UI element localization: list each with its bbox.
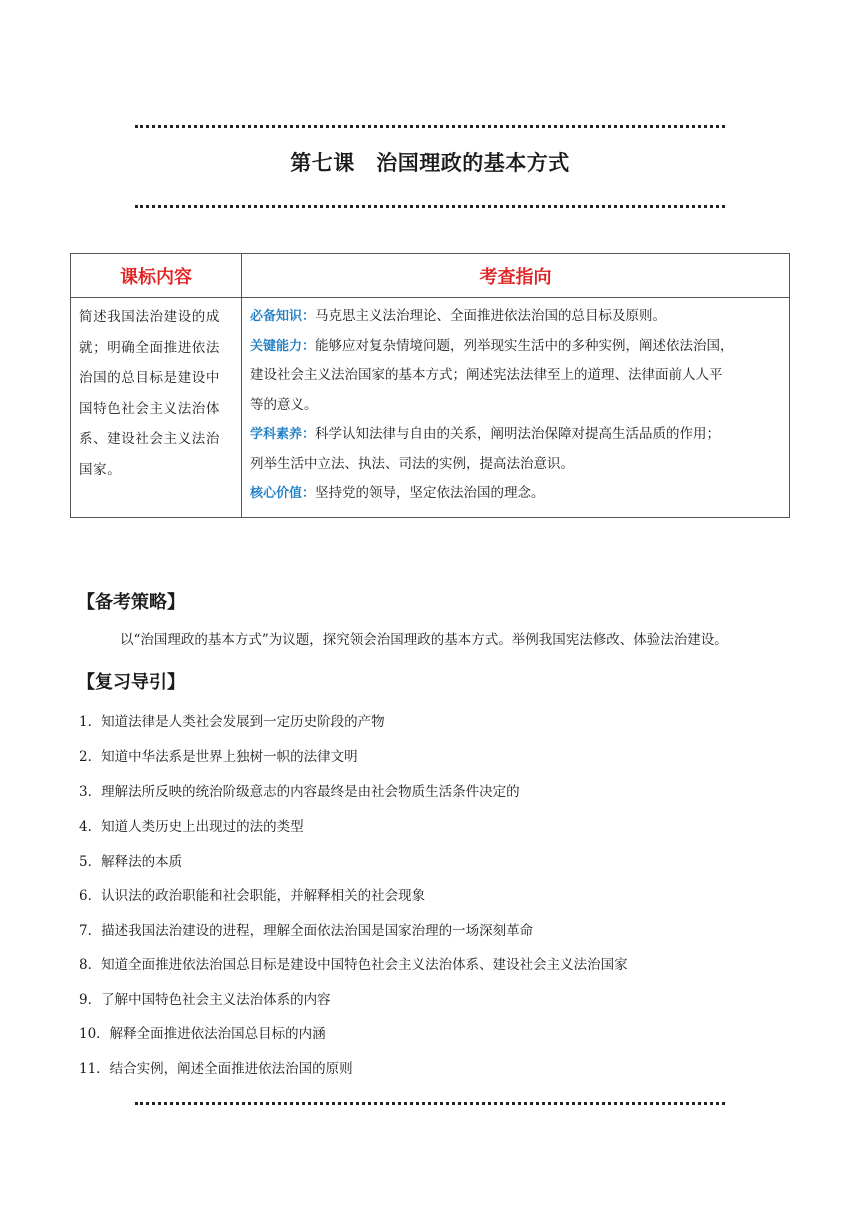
curriculum-line: 就；明确全面推进依法	[79, 339, 220, 356]
curriculum-line: 治国的总目标是建设中	[79, 370, 220, 386]
direction-line: 等的意义。	[250, 396, 318, 413]
core-value-block	[250, 479, 783, 509]
guide-item: 4．知道人类历史上出现过的法的类型	[79, 819, 304, 835]
curriculum-content-header: 课标内容	[71, 254, 242, 298]
essential-knowledge-block	[250, 302, 783, 332]
subject-literacy-label: 学科素养：	[250, 427, 316, 442]
guide-item: 9．了解中国特色社会主义法治体系的内容	[79, 992, 331, 1008]
title-dotted-rule	[135, 205, 725, 208]
guide-item: 6．认识法的政治职能和社会职能，并解释相关的社会现象	[79, 888, 426, 904]
guide-item: 11．结合实例，阐述全面推进依法治国的原则	[79, 1061, 353, 1077]
guide-item: 8．知道全面推进依法治国总目标是建设中国特色社会主义法治体系、建设社会主义法治国家	[79, 957, 628, 973]
direction-line: 坚持党的领导，坚定依法治国的理念。	[315, 485, 545, 501]
key-ability-label: 关键能力：	[250, 338, 316, 354]
exam-direction-cell	[242, 298, 790, 518]
exam-direction-header: 考查指向	[242, 254, 790, 298]
direction-line: 建设社会主义法治国家的基本方式；阐述宪法法律至上的道理、法律面前人人平	[250, 367, 723, 383]
direction-line: 马克思主义法治理论、全面推进依法治国的总目标及原则。	[315, 308, 667, 324]
subject-literacy-block	[250, 420, 783, 479]
table-body-row	[71, 298, 790, 518]
bottom-dotted-rule	[135, 1102, 725, 1105]
table-header-row	[71, 254, 790, 298]
strategy-heading: 【备考策略】	[77, 592, 185, 613]
curriculum-line: 国特色社会主义法治体	[79, 400, 220, 417]
guide-heading: 【复习导引】	[77, 672, 185, 693]
guide-item: 1．知道法律是人类社会发展到一定历史阶段的产物	[79, 714, 385, 730]
guide-item: 10．解释全面推进依法治国总目标的内涵	[79, 1026, 326, 1042]
guide-item: 7．描述我国法治建设的进程，理解全面依法治国是国家治理的一场深刻革命	[79, 923, 534, 939]
direction-line: 能够应对复杂情境问题，列举现实生活中的多种实例，阐述依法治国，	[315, 337, 734, 354]
standards-table	[70, 253, 790, 518]
guide-item: 2．知道中华法系是世界上独树一帜的法律文明	[79, 749, 358, 765]
guide-item: 5．解释法的本质	[79, 854, 183, 870]
curriculum-line: 系、建设社会主义法治	[79, 431, 220, 447]
key-ability-block	[250, 332, 783, 421]
core-value-label: 核心价值：	[250, 486, 316, 501]
direction-line: 科学认知法律与自由的关系，阐明法治保障对提高生活品质的作用；	[315, 426, 721, 442]
direction-line: 列举生活中立法、执法、司法的实例，提高法治意识。	[250, 455, 574, 472]
curriculum-line: 简述我国法治建设的成	[79, 309, 220, 325]
curriculum-line: 国家。	[79, 461, 122, 478]
curriculum-content-cell	[71, 298, 242, 518]
essential-knowledge-label: 必备知识：	[250, 309, 316, 324]
lesson-title: 第七课 治国理政的基本方式	[290, 151, 570, 175]
guide-item: 3．理解法所反映的统治阶级意志的内容最终是由社会物质生活条件决定的	[79, 784, 520, 800]
top-dotted-rule	[135, 125, 725, 128]
strategy-text: 以“治国理政的基本方式”为议题，探究领会治国理政的基本方式。举例我国宪法修改、体验法治建设。	[120, 632, 728, 648]
